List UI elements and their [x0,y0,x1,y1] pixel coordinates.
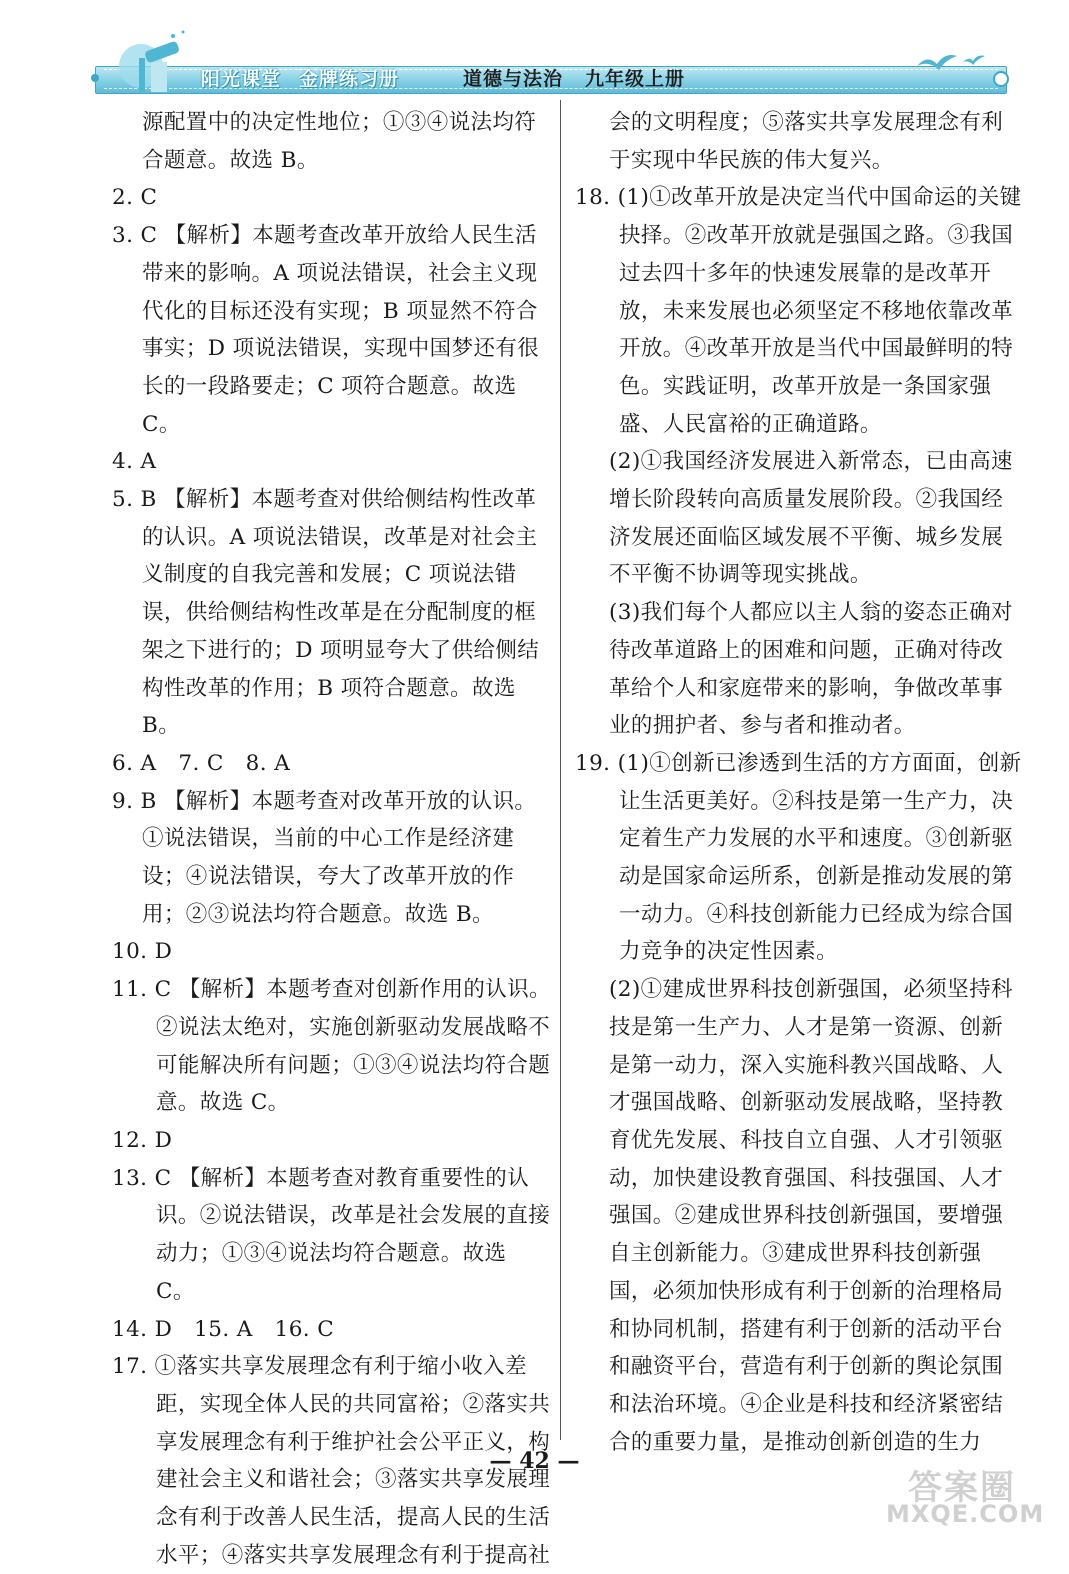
banner-end-circle [993,71,1009,87]
watermark-text: 答案圈 [908,1468,1016,1508]
book-title: 道德与法治 九年级上册 [463,68,686,90]
answer-continuation: 源配置中的决定性地位；①③④说法均符合题意。故选 B。 [142,110,537,173]
answer-item: 5. B 【解析】本题考查对供给侧结构性改革的认识。A 项说法错误，改革是对社会主义制度的自我完善和发展；C 项说法错误，供给侧结构性改革是在分配制度的框架之下进行的；D 项明显夸大了供给侧结构性改革的作用；B 项符合题意。故选 B。 [112,487,540,739]
right-column [575,104,1025,1461]
answer-continuation: 会的文明程度；⑤落实共享发展理念有利于实现中华民族的伟大复兴。 [609,110,1004,173]
answer-subpart: (2)①建成世界科技创新强国，必须坚持科技是第一生产力、人才是第一资源、创新是第一动力，深入实施科教兴国战略、人才强国战略、创新驱动发展战略，坚持教育优先发展、科技自立自强、人才引领驱动，加快建设教育强国、科技强国、人才强国。②建成世界科技创新强国，要增强自主创新能力。③建成世界科技创新强国，必须加快形成有利于创新的治理格局和协同机制，搭建有利于创新的活动平台和融资平台，营造有利于创新的舆论氛围和法治环境。④企业是科技和经济紧密结合的重要力量，是推动创新创造的生力 [609,977,1013,1455]
banner-start-dot [91,74,99,82]
answer-subpart: (3)我们每个人都应以主人翁的姿态正确对待改革道路上的困难和问题，正确对待改革给个人和家庭带来的影响，争做改革事业的拥护者、参与者和推动者。 [609,600,1013,739]
watermark-url: MXQE.COM [886,1500,1045,1528]
answer-item: 19. (1)①创新已渗透到生活的方方面面，创新让生活更美好。②科技是第一生产力，决定着生产力发展的水平和速度。③创新驱动是国家命运所系，创新是推动发展的第一动力。④科技创新能力已经成为综合国力竞争的决定性因素。 [575,750,1022,965]
answer-item: 17. ①落实共享发展理念有利于缩小收入差距，实现全体人民的共同富裕；②落实共享发展理念有利于维护社会公平正义，构建社会主义和谐社会；③落实共享发展理念有利于改善人民生活，提高人民的生活水平；④落实共享发展理念有利于提高社 [112,1354,551,1568]
answer-item: 14. D 15. A 16. C [112,1316,335,1342]
answer-item: 9. B 【解析】本题考查对改革开放的认识。①说法错误，当前的中心工作是经济建设；④说法错误，夸大了改革开放的作用；②③说法均符合题意。故选 B。 [112,788,537,927]
left-column [112,104,552,1574]
series-title: 阳光课堂 金牌练习册 [201,68,400,90]
answer-item: 3. C 【解析】本题考查改革开放给人民生活带来的影响。A 项说法错误，社会主义现代化的目标还没有实现；B 项显然不符合事实；D 项说法错误，实现中国梦还有很长的一段路要走；C 项符合题意。故选 C。 [112,223,540,437]
answer-item: 10. D [112,939,173,965]
answer-subpart: (2)①我国经济发展进入新常态，已由高速增长阶段转向高质量发展阶段。②我国经济发展还面临区域发展不平衡、城乡发展不平衡不协调等现实挑战。 [609,449,1013,588]
answer-item: 12. D [112,1127,173,1153]
watermark-logo [880,1460,1060,1532]
answer-item: 4. A [112,449,157,475]
answer-item: 6. A 7. C 8. A [112,750,291,776]
column-divider [560,100,561,1440]
page-header [95,62,1020,94]
answer-item: 13. C 【解析】本题考查对教育重要性的认识。②说法错误，改革是社会发展的直接动力；①③④说法均符合题意。故选 C。 [112,1165,551,1304]
answer-item: 11. C 【解析】本题考查对创新作用的认识。②说法太绝对，实施创新驱动发展战略不可能解决所有问题；①③④说法均符合题意。故选 C。 [112,977,552,1116]
telescope-icon [105,28,195,98]
birds-icon [915,48,995,78]
answer-item: 18. (1)①改革开放是决定当代中国命运的关键抉择。②改革开放就是强国之路。③我国过去四十多年的快速发展靠的是改革开放，未来发展也必须坚定不移地依靠改革开放。④改革开放是当代中国最鲜明的特色。实践证明，改革开放是一条国家强盛、人民富裕的正确道路。 [575,185,1022,437]
page-number: — 42 — [489,1448,580,1474]
answer-item: 2. C [112,185,158,211]
